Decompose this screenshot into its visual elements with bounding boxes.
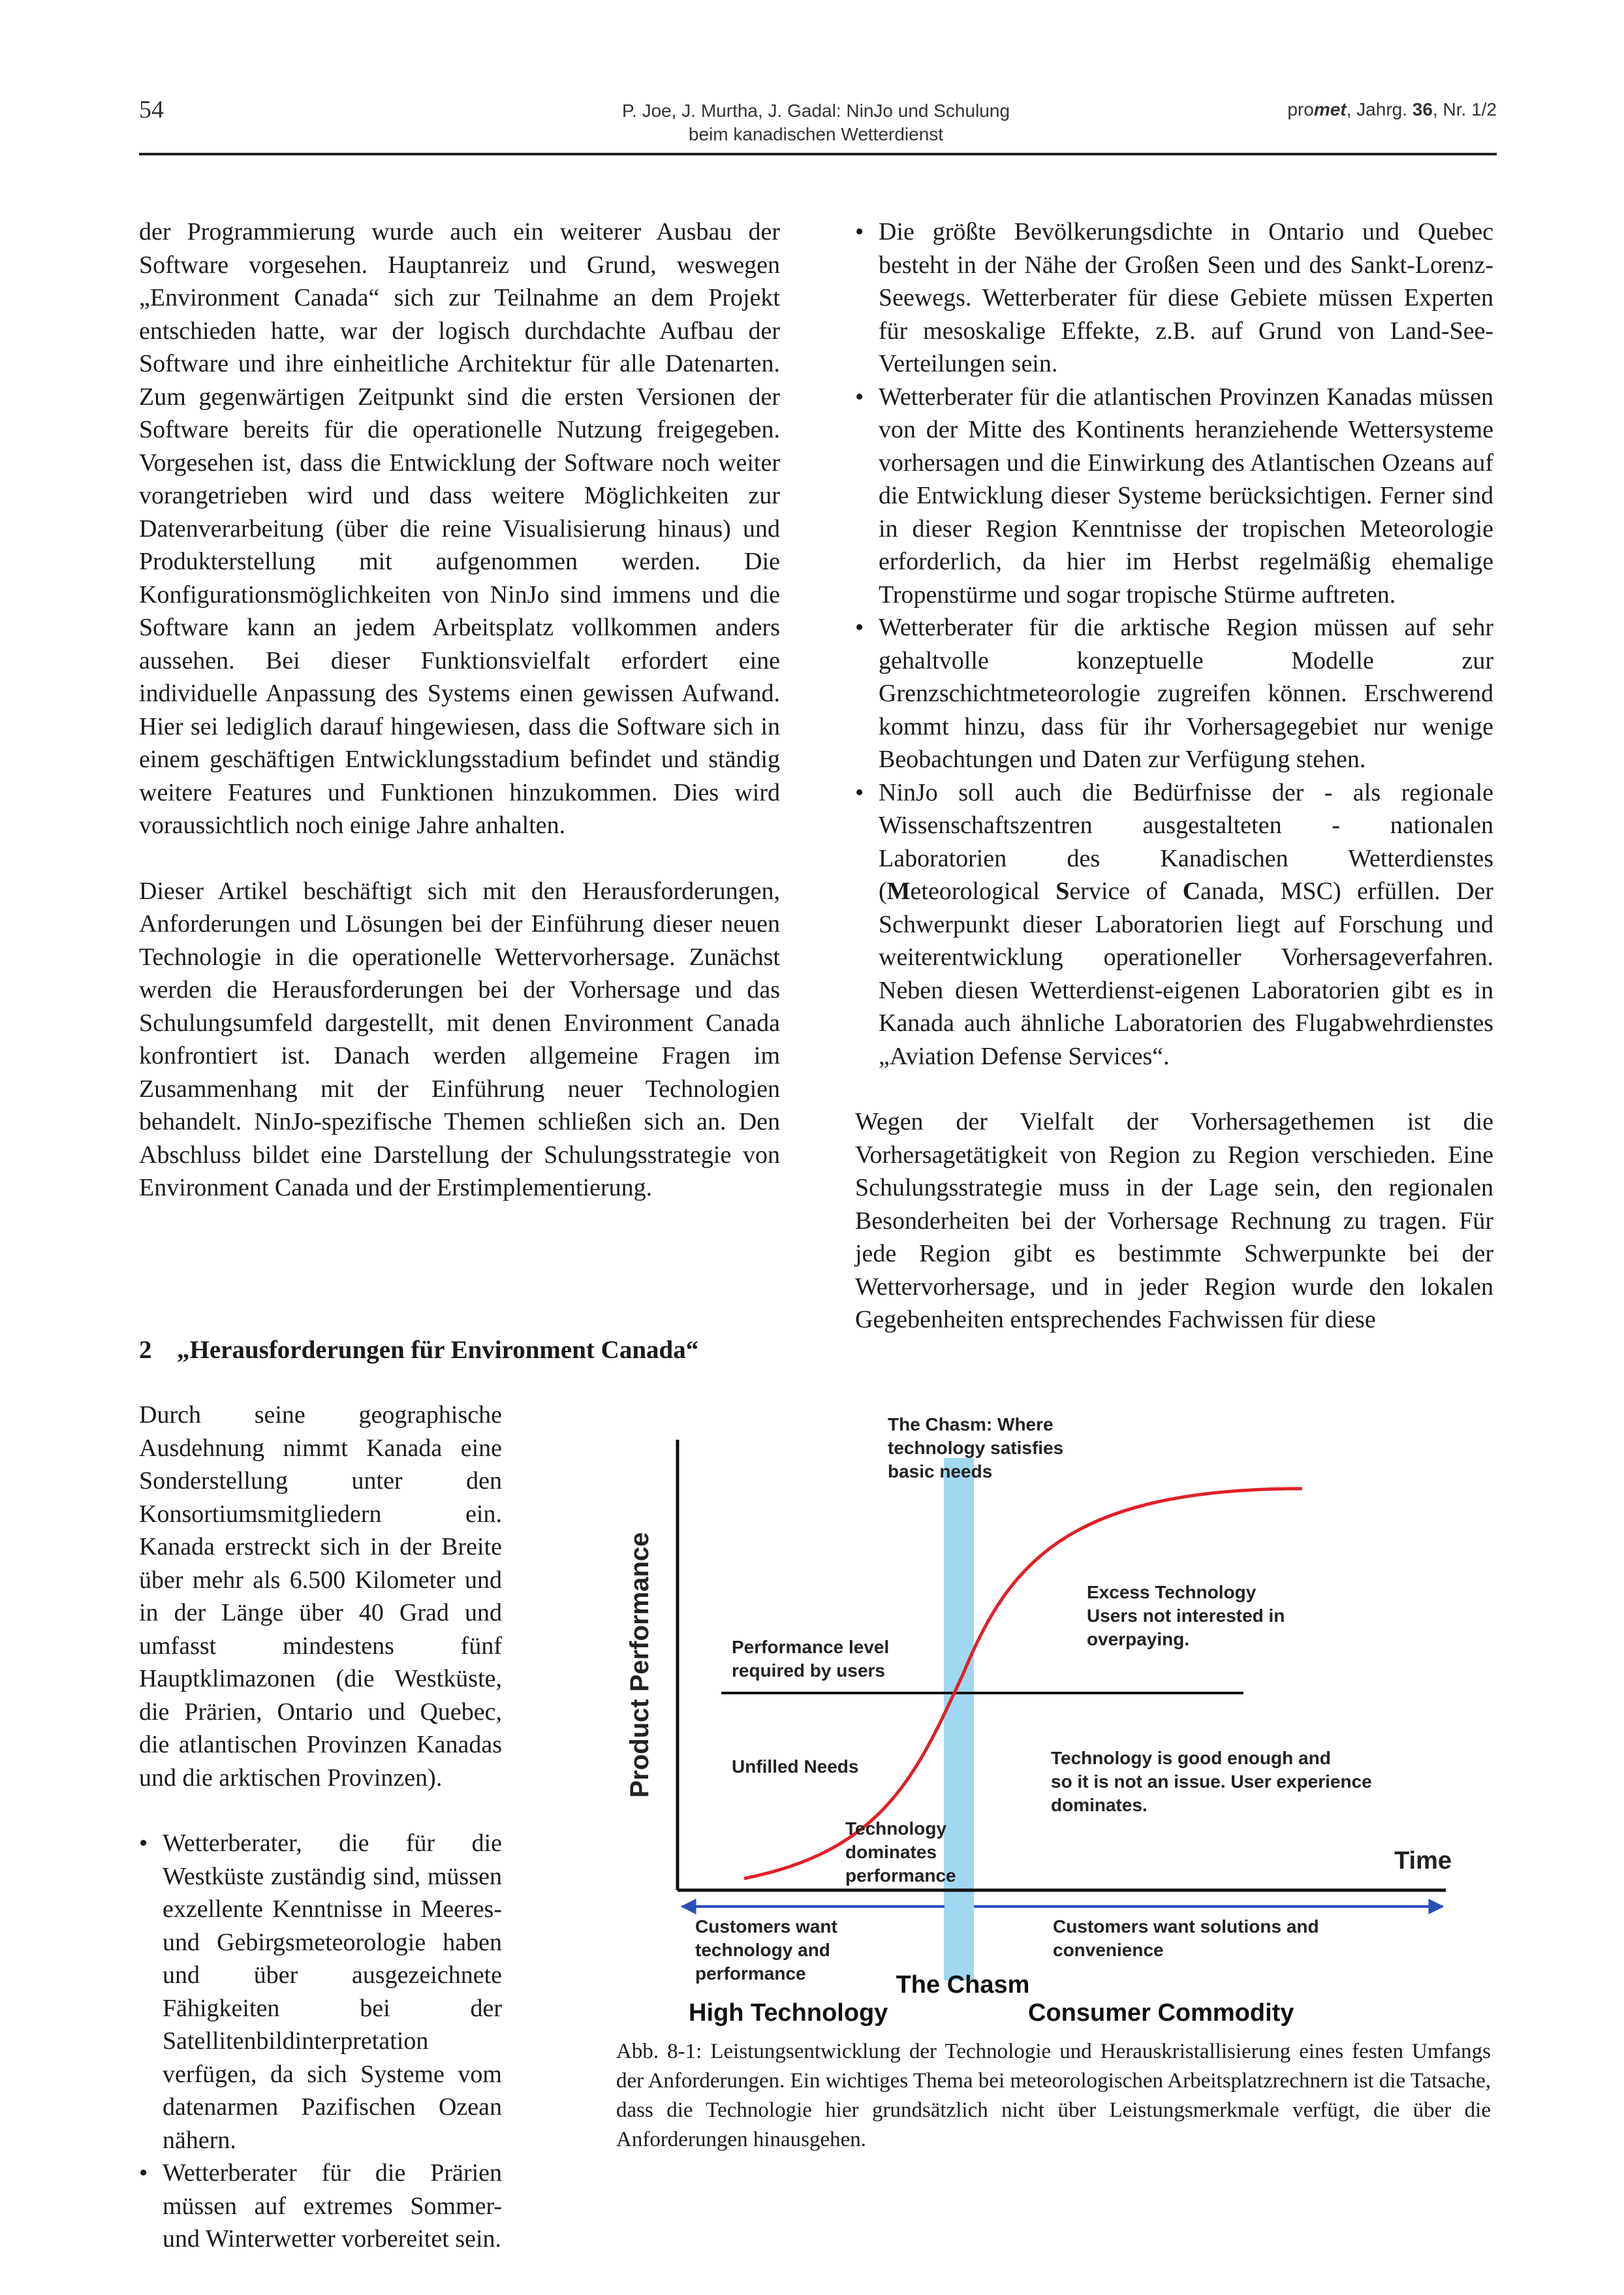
unfilled-needs-label: Unfilled Needs	[732, 1756, 859, 1777]
customers-left-label	[695, 1916, 843, 1984]
chasm-title-line: basic needs	[888, 1461, 993, 1481]
section-paragraph: Durch seine geographische Ausdehnung nimmt Kanada eine Sonderstellung unter den Konsortiumsmitgliedern ein. Kanada erstreckt sich in der Breite über mehr als 6.500 Kilometer und in der Länge über 40 Grad und umfasst mindestens fünf Hauptklimazonen (die Westküste, die Prärien, Ontario und Quebec, die atlantischen Provinzen Kanadas und die arktischen Provinzen).	[139, 1401, 502, 1792]
journal-year: , Jahrg.	[1346, 99, 1413, 119]
section-number: 2	[139, 1336, 152, 1364]
bullet-item: • Wetterberater, die für die Westküste zuständig sind, müssen exzellente Kenntnisse in Meeres- und Gebirgsmeteorologie haben und über ausgezeichnete Fähigkeiten bei der Satellitenbildinterpretation verfügen, da sich Systeme vom datenarmen Pazifischen Ozean nähern.	[139, 1827, 502, 2157]
bullet-text: ervice of	[1069, 878, 1183, 905]
good-enough-label	[1051, 1748, 1377, 1815]
journal-issue: , Nr. 1/2	[1432, 99, 1497, 119]
paragraph: Wegen der Vielfalt der Vorhersagethemen ist die Vorhersagetätigkeit von Region zu Region verschieden. Eine Schulungsstrategie muss in der Lage sein, den regionalen Besonderheiten bei der Vorhersage Rechnung zu tragen. Für jede Region gibt es bestimmte Schwerpunkte bei der Wettervorhersage, und in jeder Region wurde den lokalen Gegebenheiten entsprechendes Fachwissen für diese	[855, 1108, 1493, 1333]
bullet-list	[855, 215, 1493, 1073]
diagram-svg	[610, 1407, 1495, 2037]
performance-level-line-text: Performance level	[732, 1637, 890, 1657]
acronym-letter: C	[1182, 878, 1201, 905]
good-enough-line: Technology is good enough and	[1051, 1748, 1331, 1768]
high-technology-label: High Technology	[689, 1999, 888, 2027]
customers-left-line: Customers want	[695, 1916, 837, 1937]
left-column	[139, 215, 780, 1205]
tech-dominates-label	[845, 1818, 956, 1886]
performance-level-line-text: required by users	[732, 1660, 885, 1681]
bullet-list	[139, 1827, 502, 2256]
section-heading	[139, 1335, 698, 1365]
running-title	[470, 99, 1162, 146]
tech-dominates-line: performance	[845, 1865, 956, 1886]
right-column	[855, 215, 1493, 1337]
bullet-item: • Wetterberater für die arktische Region müssen auf sehr gehaltvolle konzeptuelle Modelle zur Grenzschichtmeteorologie zugreifen können. Erschwerend kommt hinzu, dass für ihr Vorhersagegebiet nur wenige Beobachtungen und Daten zur Verfügung stehen.	[855, 611, 1493, 776]
excess-line: overpaying.	[1087, 1629, 1190, 1649]
x-axis-label: Time	[1394, 1847, 1452, 1875]
journal-reference	[1287, 99, 1497, 120]
running-title-line1: P. Joe, J. Murtha, J. Gadal: NinJo und Schulung	[621, 101, 1010, 121]
good-enough-line: dominates.	[1051, 1795, 1148, 1815]
paragraph: Dieser Artikel beschäftigt sich mit den Herausforderungen, Anforderungen und Lösungen bei der Einführung dieser neuen Technologie in die operationelle Wettervorhersage. Zunächst werden die Herausforderungen bei der Vorhersage und das Schulungsumfeld dargestellt, mit denen Environment Canada konfrontiert ist. Danach werden allgemeine Fragen im Zusammenhang mit der Einführung neuer Technologien behandelt. NinJo-spezifische Themen schließen sich an. Den Abschluss bildet eine Darstellung der Schulungsstrategie von Environment Canada und der Erstimplementierung.	[139, 877, 780, 1201]
journal-volume: 36	[1412, 99, 1433, 119]
acronym-letter: M	[886, 878, 911, 905]
figure-chasm-diagram	[610, 1407, 1495, 2037]
bullet-text: eteorological	[910, 878, 1056, 905]
journal-name-pre: pro	[1287, 99, 1314, 119]
chasm-band	[944, 1458, 974, 1980]
tech-dominates-line: Technology	[845, 1818, 947, 1839]
header-rule	[139, 153, 1497, 155]
excess-technology-label	[1087, 1582, 1290, 1649]
tech-dominates-line: dominates	[845, 1842, 937, 1862]
section-title: „Herausforderungen für Environment Canada“	[177, 1336, 699, 1364]
bullet-item: • Wetterberater für die atlantischen Provinzen Kanadas müssen von der Mitte des Kontinents heranziehende Wettersysteme vorhersagen und die Einwirkung des Atlantischen Ozeans auf die Entwicklung dieser Systeme berücksichtigen. Ferner sind in dieser Region Kenntnisse der tropischen Meteorologie erforderlich, da hier im Herbst regelmäßig ehemalige Tropenstürme und sogar tropische Stürme auftreten.	[855, 381, 1493, 612]
chasm-title-line: technology satisfies	[888, 1438, 1064, 1458]
bullet-text: NinJo soll auch die Bedürfnisse der - als regionale Wissenschaftszentren ausgestalteten - nationalen Laboratorien des Kanadischen Wetterdienstes (	[879, 778, 1493, 905]
acronym-letter: S	[1055, 878, 1070, 905]
customers-right-label	[1053, 1916, 1324, 1960]
bullet-item: • Die größte Bevölkerungsdichte in Ontario und Quebec besteht in der Nähe der Großen Seen und des Sankt-Lorenz-Seewegs. Wetterberater für diese Gebiete müssen Experten für mesoskalige Effekte, z.B. auf Grund von Land-See-Verteilungen sein.	[855, 215, 1493, 381]
page-number: 54	[139, 96, 164, 123]
journal-name-italic: met	[1313, 99, 1347, 119]
chasm-title	[888, 1414, 1069, 1481]
bullet-item: • Wetterberater für die Prärien müssen auf extremes Sommer- und Winterwetter vorbereitet sein.	[139, 2157, 502, 2256]
y-axis-label: Product Performance	[625, 1532, 654, 1798]
excess-line: Excess Technology	[1087, 1582, 1257, 1602]
excess-line: Users not interested in	[1087, 1606, 1285, 1626]
good-enough-line: so it is not an issue. User experience	[1051, 1771, 1372, 1792]
chasm-title-line: The Chasm: Where	[888, 1414, 1054, 1434]
bullet-item	[855, 776, 1493, 1073]
customers-left-line: technology and	[695, 1940, 830, 1960]
bullet-text: anada, MSC) erfüllen. Der Schwerpunkt dieser Laboratorien liegt auf Forschung und weiterentwicklung operationeller Vorhersageverfahren. Neben diesen Wetterdienst-eigenen Laboratorien gibt es in Kanada auch ähnliche Laboratorien des Flugabwehrdienstes „Aviation Defense Services“.	[879, 878, 1494, 1070]
consumer-commodity-label: Consumer Commodity	[1028, 1999, 1294, 2027]
customers-right-line: convenience	[1053, 1940, 1164, 1960]
running-title-line2: beim kanadischen Wetterdienst	[688, 124, 944, 144]
customers-right-line: Customers want solutions and	[1053, 1916, 1319, 1937]
chasm-label: The Chasm	[896, 1971, 1030, 1999]
customers-left-line: performance	[695, 1963, 806, 1984]
left-column-narrow	[139, 1399, 502, 2256]
figure-caption: Abb. 8-1: Leistungsentwicklung der Technologie und Herauskristallisierung eines festen Umfangs der Anforderungen. Ein wichtiges Thema bei meteorologischen Arbeitsplatzrechnern ist die Tatsache, dass die Technologie hier grundsätzlich nicht über Leistungsmerkmale verfügt, die über die Anforderungen hinausgehen.	[616, 2040, 1491, 2151]
performance-level-label	[732, 1637, 894, 1681]
paragraph: der Programmierung wurde auch ein weiterer Ausbau der Software vorgesehen. Hauptanreiz und Grund, weswegen „Environment Canada“ sich zur Teilnahme an dem Projekt entschieden hatte, war der logisch durchdachte Aufbau der Software und ihre einheitliche Architektur für alle Datenarten. Zum gegenwärtigen Zeitpunkt sind die ersten Versionen der Software bereits für die operationelle Nutzung freigegeben. Vorgesehen ist, dass die Entwicklung der Software noch weiter vorangetrieben wird und dass weitere Möglichkeiten zur Datenverarbeitung (über die reine Visualisierung hinaus) und Produkterstellung mit aufgenommen werden. Die Konfigurationsmöglichkeiten von NinJo sind immens und die Software kann an jedem Arbeitsplatz vollkommen anders aussehen. Bei dieser Funktionsvielfalt erfordert eine individuelle Anpassung des Systems einen gewissen Aufwand. Hier sei lediglich darauf hingewiesen, dass die Software sich in einem geschäftigen Entwicklungsstadium befindet und ständig weitere Features und Funktionen hinzukommen. Dies wird voraussichtlich noch einige Jahre anhalten.	[139, 218, 780, 839]
performance-curve	[744, 1489, 1302, 1878]
